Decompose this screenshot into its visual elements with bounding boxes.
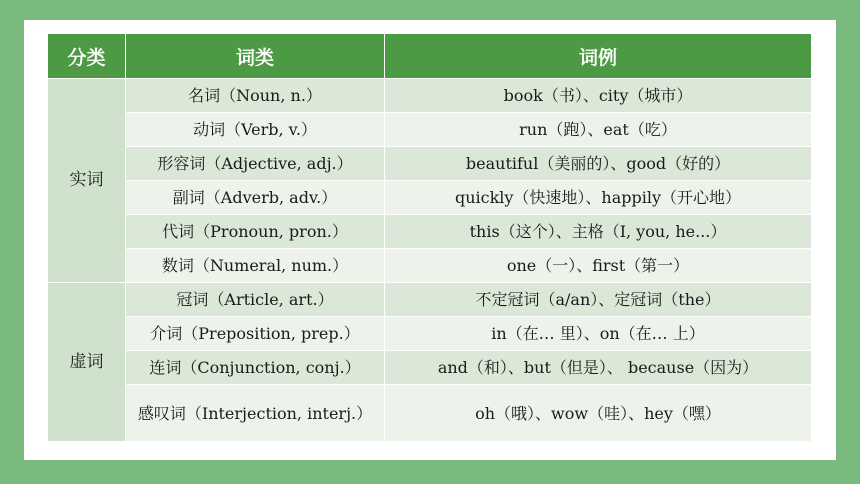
table-row — [48, 249, 812, 283]
table-row — [48, 181, 812, 215]
word-class-table — [47, 33, 812, 442]
word-class-cell: 连词（Conjunction, conj.） — [126, 351, 385, 385]
table-row — [48, 351, 812, 385]
table-row — [48, 113, 812, 147]
word-class-cell: 动词（Verb, v.） — [126, 113, 385, 147]
word-class-cell: 感叹词（Interjection, interj.） — [126, 385, 385, 442]
example-cell: and（和）、but（但是）、 because（因为） — [385, 351, 812, 385]
example-cell: in（在… 里）、on（在… 上） — [385, 317, 812, 351]
word-class-cell: 副词（Adverb, adv.） — [126, 181, 385, 215]
category-function-words: 虚词 — [48, 283, 126, 442]
example-cell: 不定冠词（a/an）、定冠词（the） — [385, 283, 812, 317]
table-row — [48, 79, 812, 113]
example-cell: run（跑）、eat（吃） — [385, 113, 812, 147]
example-cell: quickly（快速地）、happily（开心地） — [385, 181, 812, 215]
category-content-words: 实词 — [48, 79, 126, 283]
header-category: 分类 — [48, 34, 126, 79]
word-class-cell: 冠词（Article, art.） — [126, 283, 385, 317]
table-row — [48, 215, 812, 249]
table-row — [48, 147, 812, 181]
header-row — [48, 34, 812, 79]
example-cell: one（一）、first（第一） — [385, 249, 812, 283]
example-cell: this（这个）、主格（I, you, he...） — [385, 215, 812, 249]
word-class-cell: 形容词（Adjective, adj.） — [126, 147, 385, 181]
word-class-cell: 代词（Pronoun, pron.） — [126, 215, 385, 249]
word-class-cell: 名词（Noun, n.） — [126, 79, 385, 113]
table-row — [48, 385, 812, 442]
word-class-cell: 介词（Preposition, prep.） — [126, 317, 385, 351]
example-cell: oh（哦）、wow（哇）、hey（嘿） — [385, 385, 812, 442]
word-class-cell: 数词（Numeral, num.） — [126, 249, 385, 283]
header-examples: 词例 — [385, 34, 812, 79]
table-row — [48, 283, 812, 317]
table-row — [48, 317, 812, 351]
example-cell: book（书）、city（城市） — [385, 79, 812, 113]
example-cell: beautiful（美丽的）、good（好的） — [385, 147, 812, 181]
header-word-class: 词类 — [126, 34, 385, 79]
